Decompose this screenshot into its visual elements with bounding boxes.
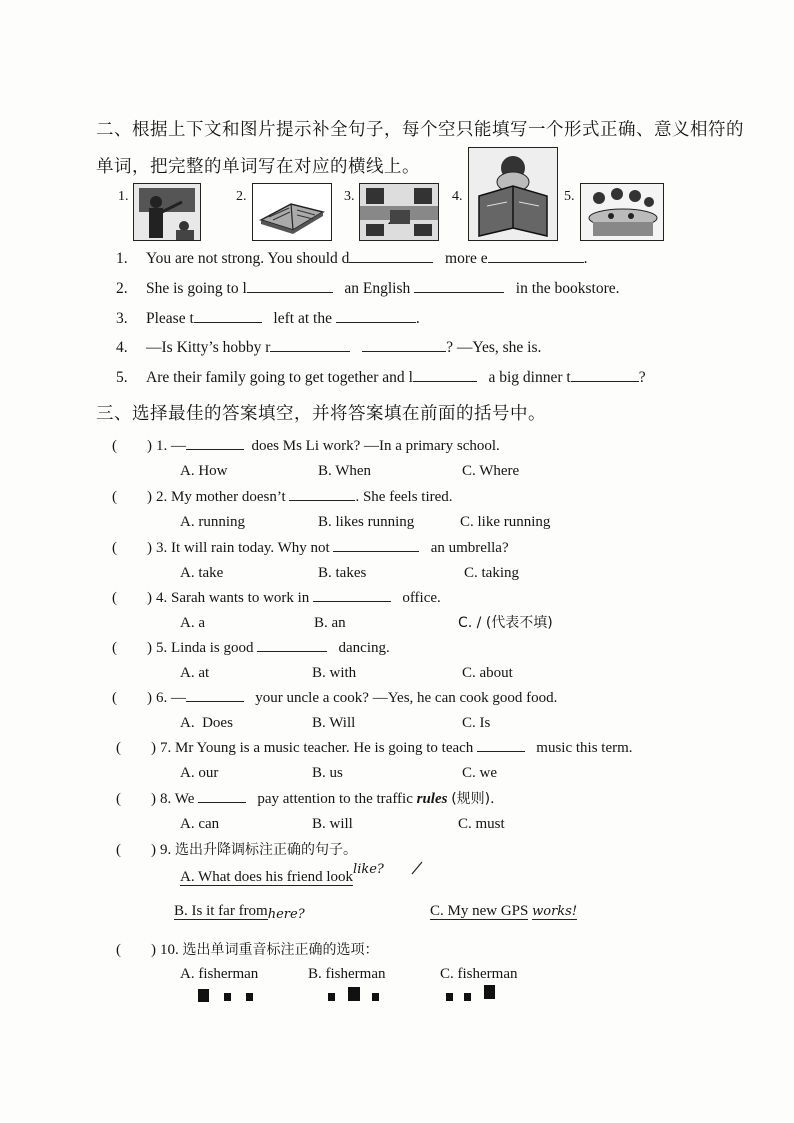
option-c[interactable]: C. about <box>462 665 513 681</box>
section2-title-line2: 单词，把完整的单词写在对应的横线上。 <box>96 157 420 177</box>
option-c[interactable]: C. like running <box>460 514 551 530</box>
option-a[interactable]: A. can <box>180 816 220 832</box>
pic-label-2: 2. <box>236 189 247 204</box>
section3-title: 三、选择最佳的答案填空，并将答案填在前面的括号中。 <box>96 404 546 424</box>
blank-2b[interactable] <box>414 278 504 293</box>
pic-label-3: 3. <box>344 189 355 204</box>
picture-3-traffic <box>359 183 439 241</box>
pic-label-1: 1. <box>118 189 129 204</box>
pic-label-5: 5. <box>564 189 575 204</box>
mc-options-10 <box>180 963 520 1003</box>
fill-sentence-1: 1. You are not strong. You should d more e . <box>116 250 588 267</box>
stress-mark-large <box>198 989 209 1002</box>
option-c[interactable]: C. Is <box>462 715 491 731</box>
answer-paren[interactable]: ( ) <box>112 640 152 656</box>
mc-question-5: ( ) 5. Linda is good dancing. <box>112 637 390 659</box>
mc-question-10: ( ) 10. 选出单词重音标注正确的选项： <box>116 939 379 961</box>
option-a[interactable]: A. running <box>180 514 245 530</box>
option-a[interactable]: A. How <box>180 463 228 479</box>
intonation-mark: like? <box>353 862 384 877</box>
picture-2-book <box>252 183 332 241</box>
option-b[interactable]: B. When <box>318 463 372 479</box>
option-b[interactable]: B. fisherman <box>308 966 386 982</box>
pic-label-4: 4. <box>452 189 463 204</box>
option-b[interactable]: B. with <box>312 665 357 681</box>
answer-paren[interactable]: ( ) <box>116 842 156 858</box>
option-a[interactable]: A. at <box>180 665 210 681</box>
blank-5a[interactable] <box>413 367 477 382</box>
intonation-mark: works! <box>532 904 578 919</box>
option-b[interactable]: B. an <box>314 615 346 631</box>
stress-mark-small <box>224 993 231 1001</box>
answer-paren[interactable]: ( ) <box>116 791 156 807</box>
mc-question-8: ( ) 8. We pay attention to the traffic rules (规则). <box>116 788 495 810</box>
option-c[interactable]: C. / (代表不填) <box>458 615 553 631</box>
fill-sentence-5: 5. Are their family going to get together and l a big dinner t ? <box>116 369 646 386</box>
stress-mark-small <box>446 993 453 1001</box>
blank-5b[interactable] <box>571 367 639 382</box>
mc-option-9a[interactable]: A. What does his friend looklike? <box>180 866 420 894</box>
mc-option-9c[interactable]: C. My new GPS works! <box>430 903 578 919</box>
option-c[interactable]: C. fisherman <box>440 966 518 982</box>
option-b[interactable]: B. Will <box>312 715 356 731</box>
option-c[interactable]: C. must <box>458 816 505 832</box>
stress-mark-small <box>328 993 335 1001</box>
rising-arrow-icon <box>410 860 424 876</box>
blank-3a[interactable] <box>194 308 262 323</box>
fill-sentence-3: 3. Please t left at the . <box>116 310 420 327</box>
option-a[interactable]: A. take <box>180 565 224 581</box>
blank-4b[interactable] <box>362 337 446 352</box>
mc-question-9: ( ) 9. 选出升降调标注正确的句子。 <box>116 839 357 861</box>
stress-mark-small <box>246 993 253 1001</box>
mc-question-2: ( ) 2. My mother doesn’t . She feels tired. <box>112 486 453 508</box>
answer-paren[interactable]: ( ) <box>112 438 152 454</box>
stress-mark-small <box>372 993 379 1001</box>
mc-question-3: ( ) 3. It will rain today. Why not an umbrella? <box>112 537 509 559</box>
option-c[interactable]: C. we <box>462 765 497 781</box>
section2-title-line1: 二、根据上下文和图片提示补全句子，每个空只能填写一个形式正确、意义相符的 <box>96 120 744 140</box>
answer-paren[interactable]: ( ) <box>116 740 156 756</box>
option-b[interactable]: B. takes <box>318 565 367 581</box>
answer-paren[interactable]: ( ) <box>116 942 156 958</box>
option-a[interactable]: A. a <box>180 615 205 631</box>
option-c[interactable]: C. taking <box>464 565 519 581</box>
answer-paren[interactable]: ( ) <box>112 690 152 706</box>
option-b[interactable]: B. us <box>312 765 343 781</box>
answer-paren[interactable]: ( ) <box>112 540 152 556</box>
picture-5-family-dinner <box>580 183 664 241</box>
mc-question-4: ( ) 4. Sarah wants to work in office. <box>112 587 441 609</box>
fill-sentence-4: 4. —Is Kitty’s hobby r ? —Yes, she is. <box>116 339 542 356</box>
mc-question-1: ( ) 1. — does Ms Li work? —In a primary school. <box>112 435 500 457</box>
answer-paren[interactable]: ( ) <box>112 489 152 505</box>
picture-4-reading <box>468 147 558 241</box>
blank-1b[interactable] <box>488 248 584 263</box>
blank-4a[interactable] <box>270 337 350 352</box>
stress-mark-small <box>464 993 471 1001</box>
option-b[interactable]: B. likes running <box>318 514 415 530</box>
mc-question-6: ( ) 6. — your uncle a cook? —Yes, he can cook good food. <box>112 687 557 709</box>
option-a[interactable]: A. fisherman <box>180 966 259 982</box>
blank-2a[interactable] <box>247 278 333 293</box>
option-c[interactable]: C. Where <box>462 463 520 479</box>
mc-question-7: ( ) 7. Mr Young is a music teacher. He is going to teach music this term. <box>116 737 633 759</box>
mc-option-9b[interactable]: B. Is it far fromhere? <box>174 903 305 922</box>
blank-3b[interactable] <box>336 308 416 323</box>
picture-1-teacher <box>133 183 201 241</box>
stress-mark-large <box>348 987 360 1001</box>
option-b[interactable]: B. will <box>312 816 353 832</box>
option-a[interactable]: A. Does <box>180 715 233 731</box>
answer-paren[interactable]: ( ) <box>112 590 152 606</box>
blank-1a[interactable] <box>349 248 433 263</box>
intonation-mark: here? <box>267 907 305 922</box>
picture-row <box>118 145 678 245</box>
stress-mark-large <box>484 985 495 999</box>
fill-sentence-2: 2. She is going to l an English in the bookstore. <box>116 280 620 297</box>
option-a[interactable]: A. our <box>180 765 219 781</box>
